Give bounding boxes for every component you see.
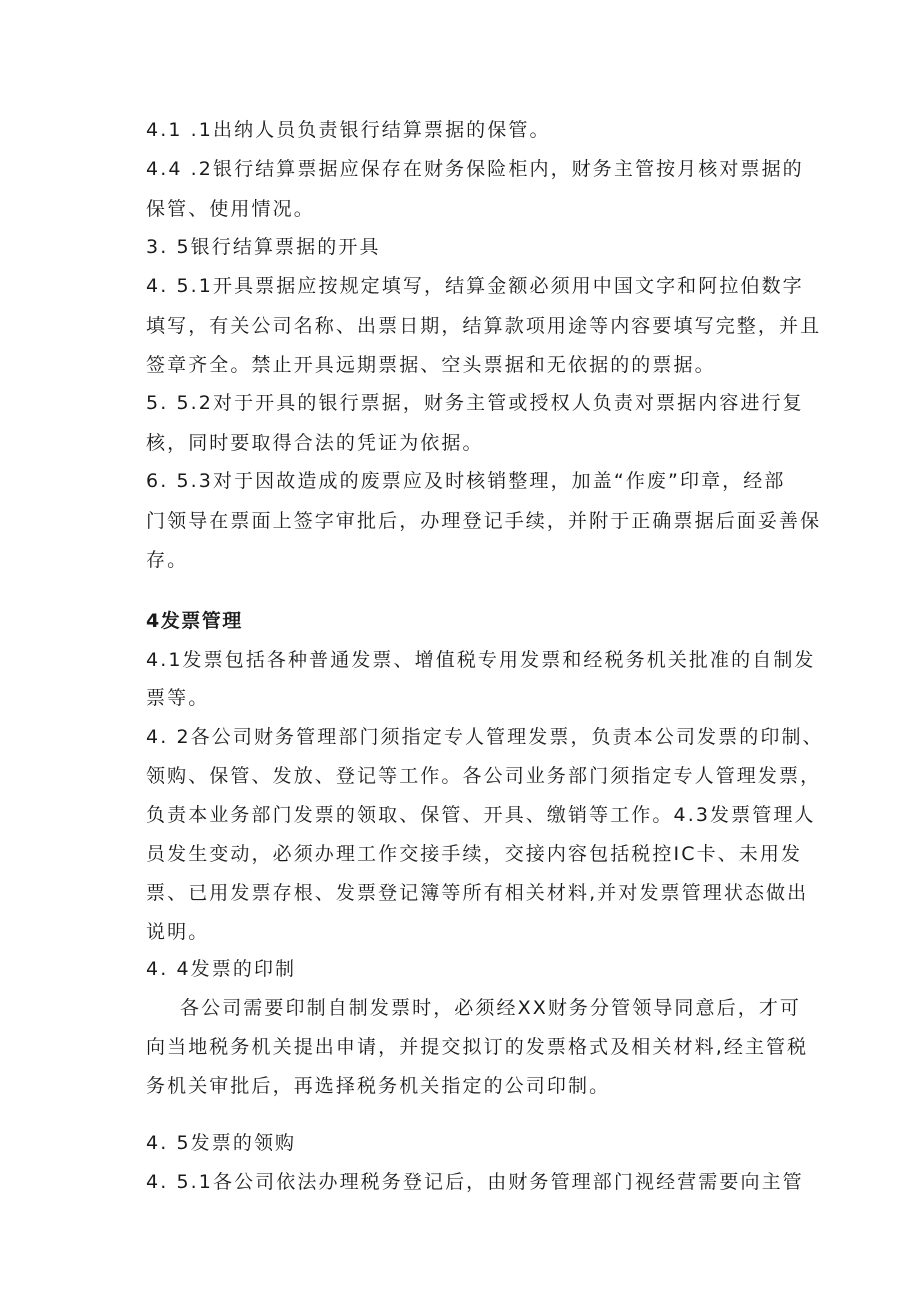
section-subheading: 4. 4发票的印制: [146, 958, 297, 980]
text-line: 6. 5.3对于因故造成的废票应及时核销整理，加盖“作废”印章，经部: [146, 470, 786, 492]
text-line: 员发生变动，必须办理工作交接手续，交接内容包括税控IC卡、未用发: [146, 843, 803, 865]
text-line: 票、已用发票存根、发票登记簿等所有相关材料,并对发票管理状态做出: [146, 882, 809, 904]
text-line: 说明。: [146, 921, 210, 943]
text-line: 票等。: [146, 687, 210, 709]
text-line: 核，同时要取得合法的凭证为依据。: [146, 432, 484, 454]
text-line: 务机关审批后，再选择税务机关指定的公司印制。: [146, 1075, 611, 1097]
text-line: 各公司需要印制自制发票时，必须经XX财务分管领导同意后，才可: [180, 997, 802, 1019]
section-subheading: 4. 5发票的领购: [146, 1132, 297, 1154]
text-line: 填写，有关公司名称、出票日期，结算款项用途等内容要填写完整，并且: [146, 315, 822, 337]
text-line: 签章齐全。禁止开具远期票据、空头票据和无依据的的票据。: [146, 354, 716, 376]
text-line: 4. 5.1开具票据应按规定填写，结算金额必须用中国文字和阿拉伯数字: [146, 275, 804, 297]
text-line: 向当地税务机关提出申请，并提交拟订的发票格式及相关材料,经主管税: [146, 1036, 809, 1058]
text-line: 4.1发票包括各种普通发票、增值税专用发票和经税务机关批准的自制发: [146, 649, 816, 671]
text-line: 4. 2各公司财务管理部门须指定专人管理发票，负责本公司发票的印制、: [146, 726, 824, 748]
section-subheading: 3. 5银行结算票据的开具: [146, 236, 381, 258]
text-line: 4. 5.1各公司依法办理税务登记后，由财务管理部门视经营需要向主管: [146, 1171, 804, 1193]
text-line: 门领导在票面上签字审批后，办理登记手续，并附于正确票据后面妥善保: [146, 510, 822, 532]
text-line: 负责本业务部门发票的领取、保管、开具、缴销等工作。4.3发票管理人: [146, 804, 816, 826]
text-line: 4.4 .2银行结算票据应保存在财务保险柜内，财务主管按月核对票据的: [146, 158, 804, 180]
text-line: 存。: [146, 549, 189, 571]
text-line: 5. 5.2对于开具的银行票据，财务主管或授权人负责对票据内容进行复: [146, 392, 804, 414]
section-heading: 4发票管理: [146, 610, 243, 632]
text-line: 领购、保管、发放、登记等工作。各公司业务部门须指定专人管理发票，: [146, 765, 822, 787]
text-line: 保管、使用情况。: [146, 198, 315, 220]
text-line: 4.1 .1出纳人员负责银行结算票据的保管。: [146, 119, 551, 141]
